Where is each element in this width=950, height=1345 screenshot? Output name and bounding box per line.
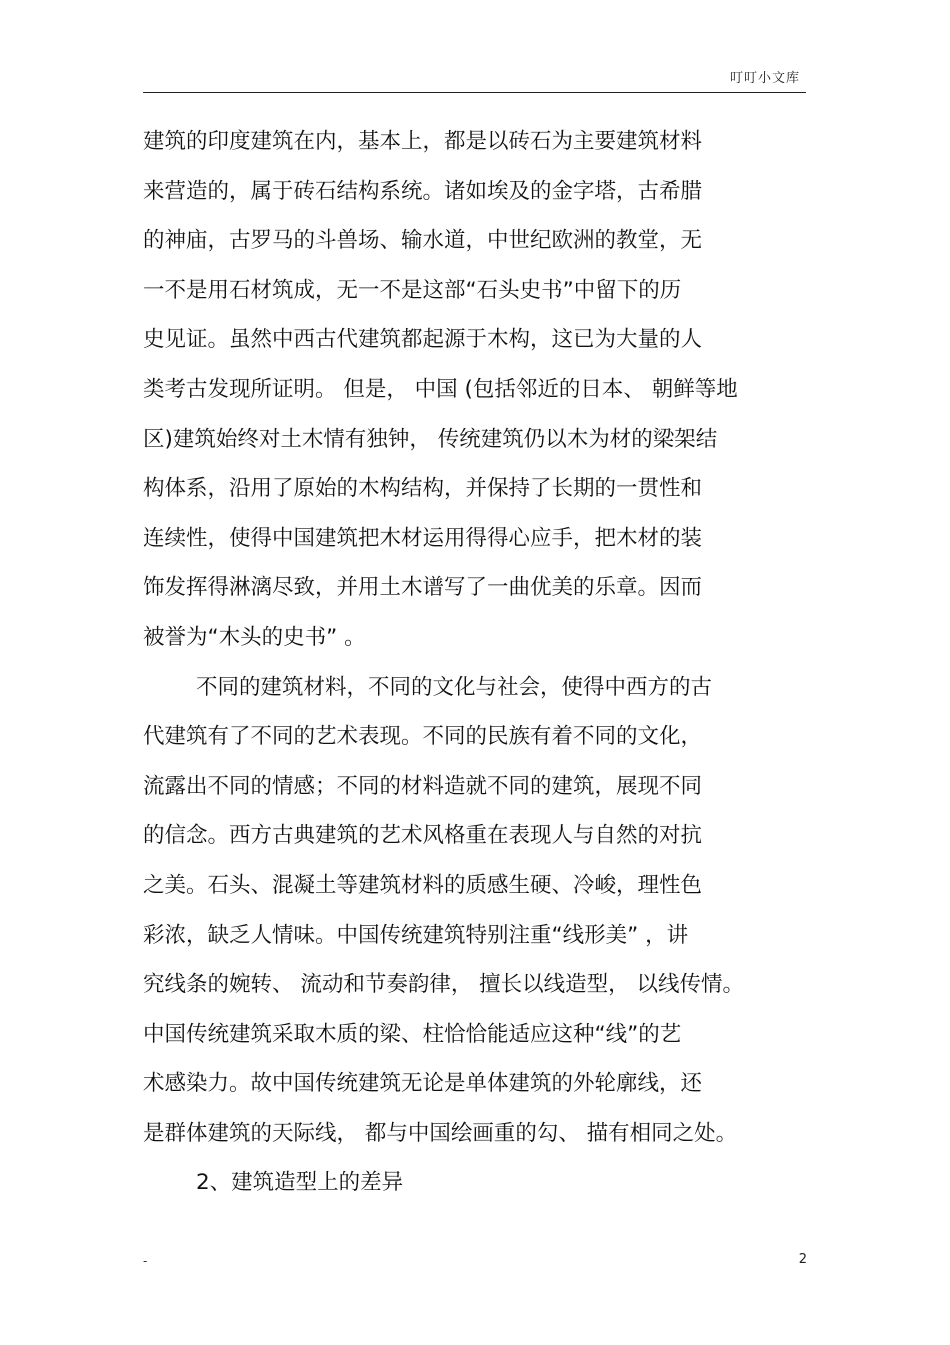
text-line: 的信念。西方古典建筑的艺术风格重在表现人与自然的对抗 bbox=[143, 823, 703, 849]
text-line: 流露出不同的情感；不同的材料造就不同的建筑，展现不同 bbox=[143, 773, 703, 799]
text-line: 构体系，沿用了原始的木构结构，并保持了长期的一贯性和 bbox=[143, 476, 703, 502]
header-rule bbox=[143, 92, 806, 93]
page-number: 2 bbox=[798, 1252, 807, 1267]
text-line: 区)建筑始终对土木情有独钟， 传统建筑仍以木为材的梁架结 bbox=[143, 426, 718, 452]
section-heading: 2、建筑造型上的差异 bbox=[196, 1170, 404, 1196]
text-line: 饰发挥得淋漓尽致，并用土木谱写了一曲优美的乐章。因而 bbox=[143, 575, 703, 601]
text-line: 究线条的婉转、 流动和节奏韵律， 擅长以线造型， 以线传情。 bbox=[143, 972, 745, 998]
text-line: 一不是用石材筑成，无一不是这部“石头史书”中留下的历 bbox=[143, 277, 682, 303]
text-line: 代建筑有了不同的艺术表现。不同的民族有着不同的文化， bbox=[143, 724, 703, 750]
text-line: 彩浓，缺乏人情味。中国传统建筑特别注重“线形美” ，讲 bbox=[143, 922, 689, 948]
document-body bbox=[143, 124, 813, 1215]
text-line: 的神庙，古罗马的斗兽场、输水道，中世纪欧洲的教堂，无 bbox=[143, 228, 703, 254]
text-line: 术感染力。故中国传统建筑无论是单体建筑的外轮廓线，还 bbox=[143, 1071, 703, 1097]
text-line: 被誉为“木头的史书” 。 bbox=[143, 624, 366, 650]
text-line: 史见证。虽然中西古代建筑都起源于木构，这已为大量的人 bbox=[143, 327, 703, 353]
text-line: 是群体建筑的天际线， 都与中国绘画重的勾、 描有相同之处。 bbox=[143, 1120, 738, 1146]
text-line: 之美。石头、混凝土等建筑材料的质感生硬、冷峻，理性色 bbox=[143, 872, 703, 898]
footer-mark: - bbox=[143, 1254, 148, 1268]
header-label: 叮叮小文库 bbox=[729, 71, 800, 86]
text-line: 来营造的，属于砖石结构系统。诸如埃及的金字塔，古希腊 bbox=[143, 178, 703, 204]
text-line: 连续性，使得中国建筑把木材运用得得心应手，把木材的装 bbox=[143, 525, 703, 551]
text-line: 建筑的印度建筑在内，基本上，都是以砖石为主要建筑材料 bbox=[143, 129, 703, 154]
text-line: 类考古发现所证明。 但是， 中国 (包括邻近的日本、 朝鲜等地 bbox=[143, 376, 738, 402]
paragraph-start-line: 不同的建筑材料，不同的文化与社会，使得中西方的古 bbox=[196, 674, 713, 700]
text-line: 中国传统建筑采取木质的梁、柱恰恰能适应这种“线”的艺 bbox=[143, 1021, 682, 1047]
